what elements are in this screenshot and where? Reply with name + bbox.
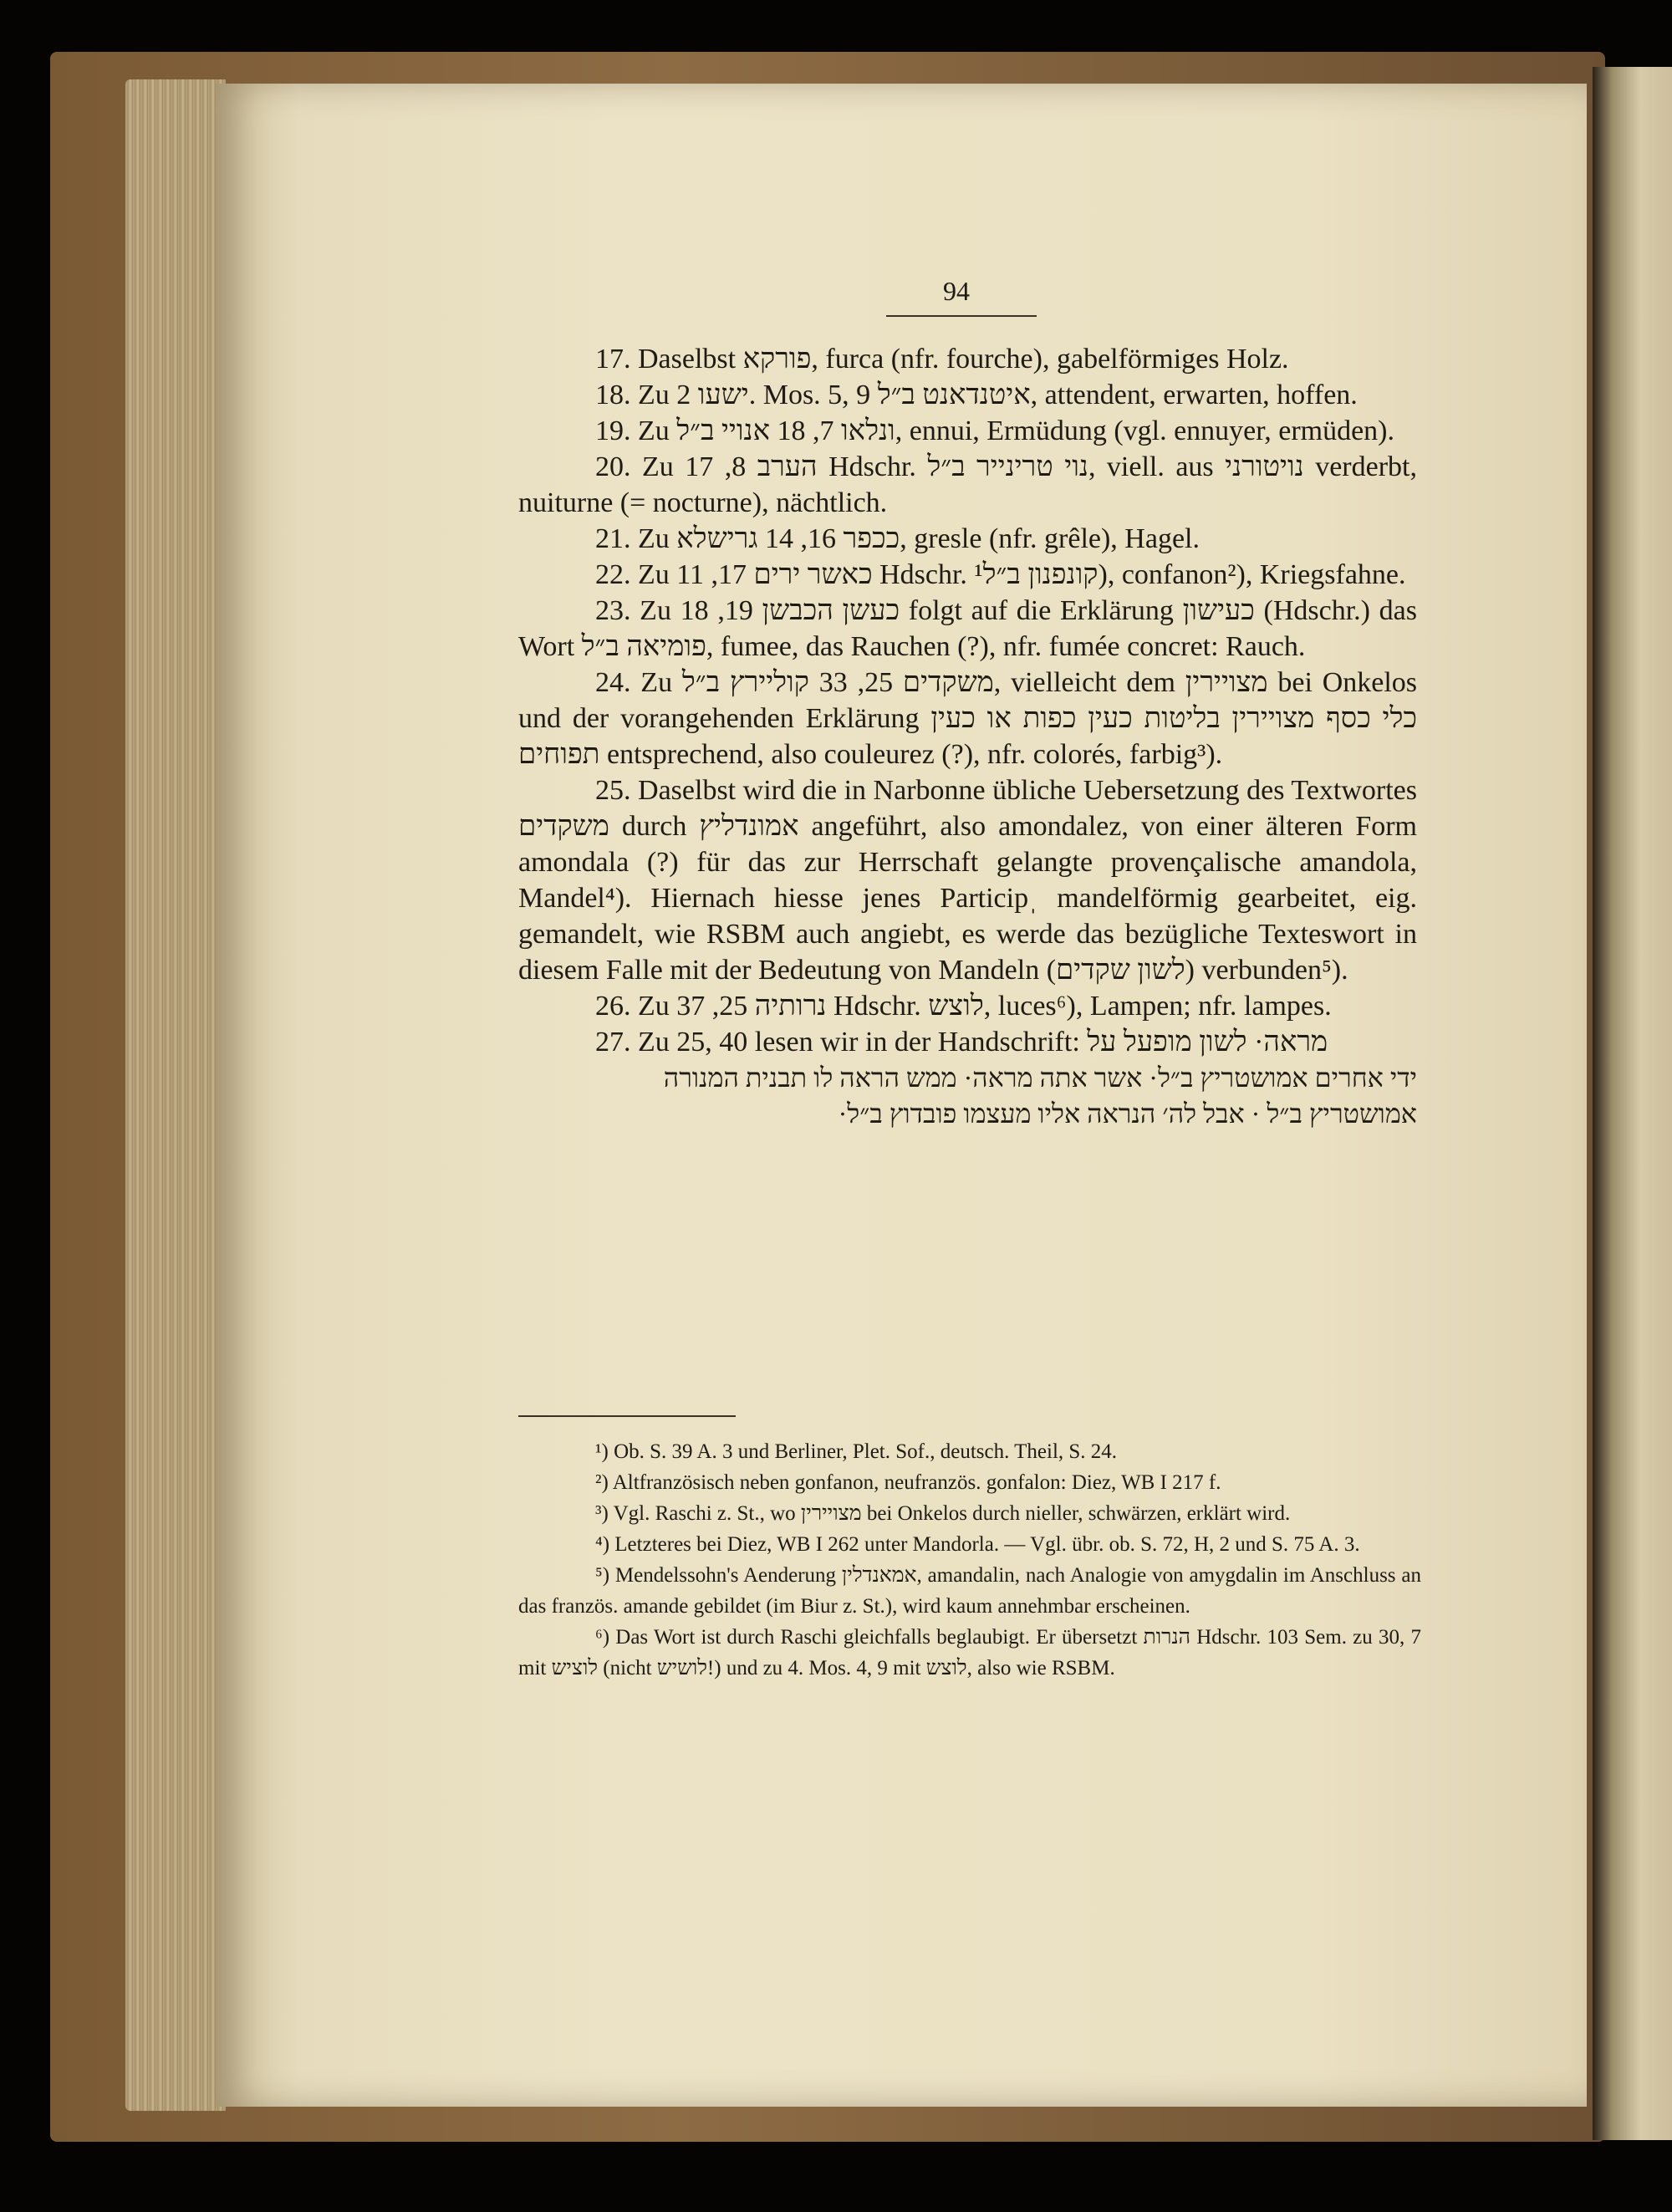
footnote-2: ²) Altfranzösisch neben gonfanon, neufranzös. gonfalon: Diez, WB I 217 f. (595, 1471, 1221, 1494)
facing-page-edge (1593, 67, 1672, 2140)
page-number: 94 (943, 276, 970, 306)
entry-24: 24. Zu משקדים 25, 33 קוליירץ ב״ל, vielleicht dem מצויירין bei Onkelos und der vorangehenden Erklärung כלי כסף מצויירין בליטות כעין כפות או כעין תפוחים entsprechend, also couleurez (?), nfr. colorés, farbig³). (518, 667, 1418, 770)
entry-18: 18. Zu ישעו 2. Mos. 5, 9 איטנדאנט ב״ל, attendent, erwarten, hoffen. (595, 380, 1358, 410)
page-edges (125, 79, 226, 2111)
footnote-3: ³) Vgl. Raschi z. St., wo מצויירין bei Onkelos durch nieller, schwärzen, erklärt wird. (595, 1502, 1291, 1525)
footnote-1: ¹) Ob. S. 39 A. 3 und Berliner, Plet. Sof., deutsch. Theil, S. 24. (595, 1440, 1118, 1463)
entry-19: 19. Zu ונלאו 7, 18 אנויי ב״ל, ennui, Ermüdung (vgl. ennuyer, ermüden). (595, 415, 1395, 446)
entry-22: 22. Zu כאשר ירים 17, 11 Hdschr. קונפנון ב״ל¹), confanon²), Kriegsfahne. (595, 559, 1406, 590)
hebrew-quote-line-2: אמושטריץ ב״ל · אבל לה׳ הנראה אליו מעצמו פובדוץ ב״ל· (838, 1098, 1417, 1129)
footnote-4: ⁴) Letzteres bei Diez, WB I 262 unter Mandorla. — Vgl. übr. ob. S. 72, H, 2 und S. 75 A. 3. (595, 1533, 1360, 1556)
entry-20: 20. Zu הערב 8, 17 Hdschr. נוי טרינייר ב״ל, viell. aus נויטורני verderbt, nuiturne (= nocturne), nächtlich. (518, 451, 1417, 518)
page-number-rule (886, 315, 1037, 317)
entry-25: 25. Daselbst wird die in Narbonne übliche Uebersetzung des Textwortes משקדים durch אמונדליץ angeführt, also amondalez, von einer älteren Form amondala (?) für das zur Herrschaft gelangte provençalische amandola, Mandel⁴). Hiernach hiesse jenes Participˌ mandelförmig gearbeitet, eig. gemandelt, wie RSBM auch angiebt, es werde das bezügliche Texteswort in diesem Falle mit der Bedeutung von Mandeln (לשון שקדים) verbunden⁵). (518, 775, 1417, 986)
entries-block (518, 341, 1417, 1132)
entry-26: 26. Zu נרותיה 25, 37 Hdschr. לוצש, luces⁶), Lampen; nfr. lampes. (595, 991, 1332, 1022)
footnote-5: ⁵) Mendelssohn's Aenderung אמאנדלין, amandalin, nach Analogie von amygdalin im Anschluss an das französ. amande gebildet (im Biur z. St.), wird kaum annehmbar erscheinen. (518, 1564, 1422, 1618)
entry-17: 17. Daselbst פורקא, furca (nfr. fourche), gabelförmiges Holz. (595, 344, 1289, 375)
entry-27: 27. Zu 25, 40 lesen wir in der Handschrift: מראה· לשון מופעל על (595, 1027, 1328, 1058)
footnote-6: ⁶) Das Wort ist durch Raschi gleichfalls beglaubigt. Er übersetzt הנרות Hdschr. 103 Sem. zu 30, 7 mit לוציש (nicht לושיש!) und zu 4. Mos. 4, 9 mit לוצש, also wie RSBM. (518, 1626, 1422, 1679)
footnote-rule (518, 1415, 736, 1417)
entry-21: 21. Zu ככפר 16, 14 גרישלא, gresle (nfr. grêle), Hagel. (595, 523, 1200, 554)
footnotes-block (518, 1436, 1421, 1684)
entry-23: 23. Zu כעשן הכבשן 19, 18 folgt auf die Erklärung כעישון (Hdschr.) das Wort פומיאה ב״ל, fumee, das Rauchen (?), nfr. fumée concret: Rauch. (518, 595, 1417, 662)
hebrew-quote-line-1: ידי אחרים אמושטריץ ב״ל· אשר אתה מראה· ממש הראה לו תבנית המנורה (663, 1063, 1417, 1093)
